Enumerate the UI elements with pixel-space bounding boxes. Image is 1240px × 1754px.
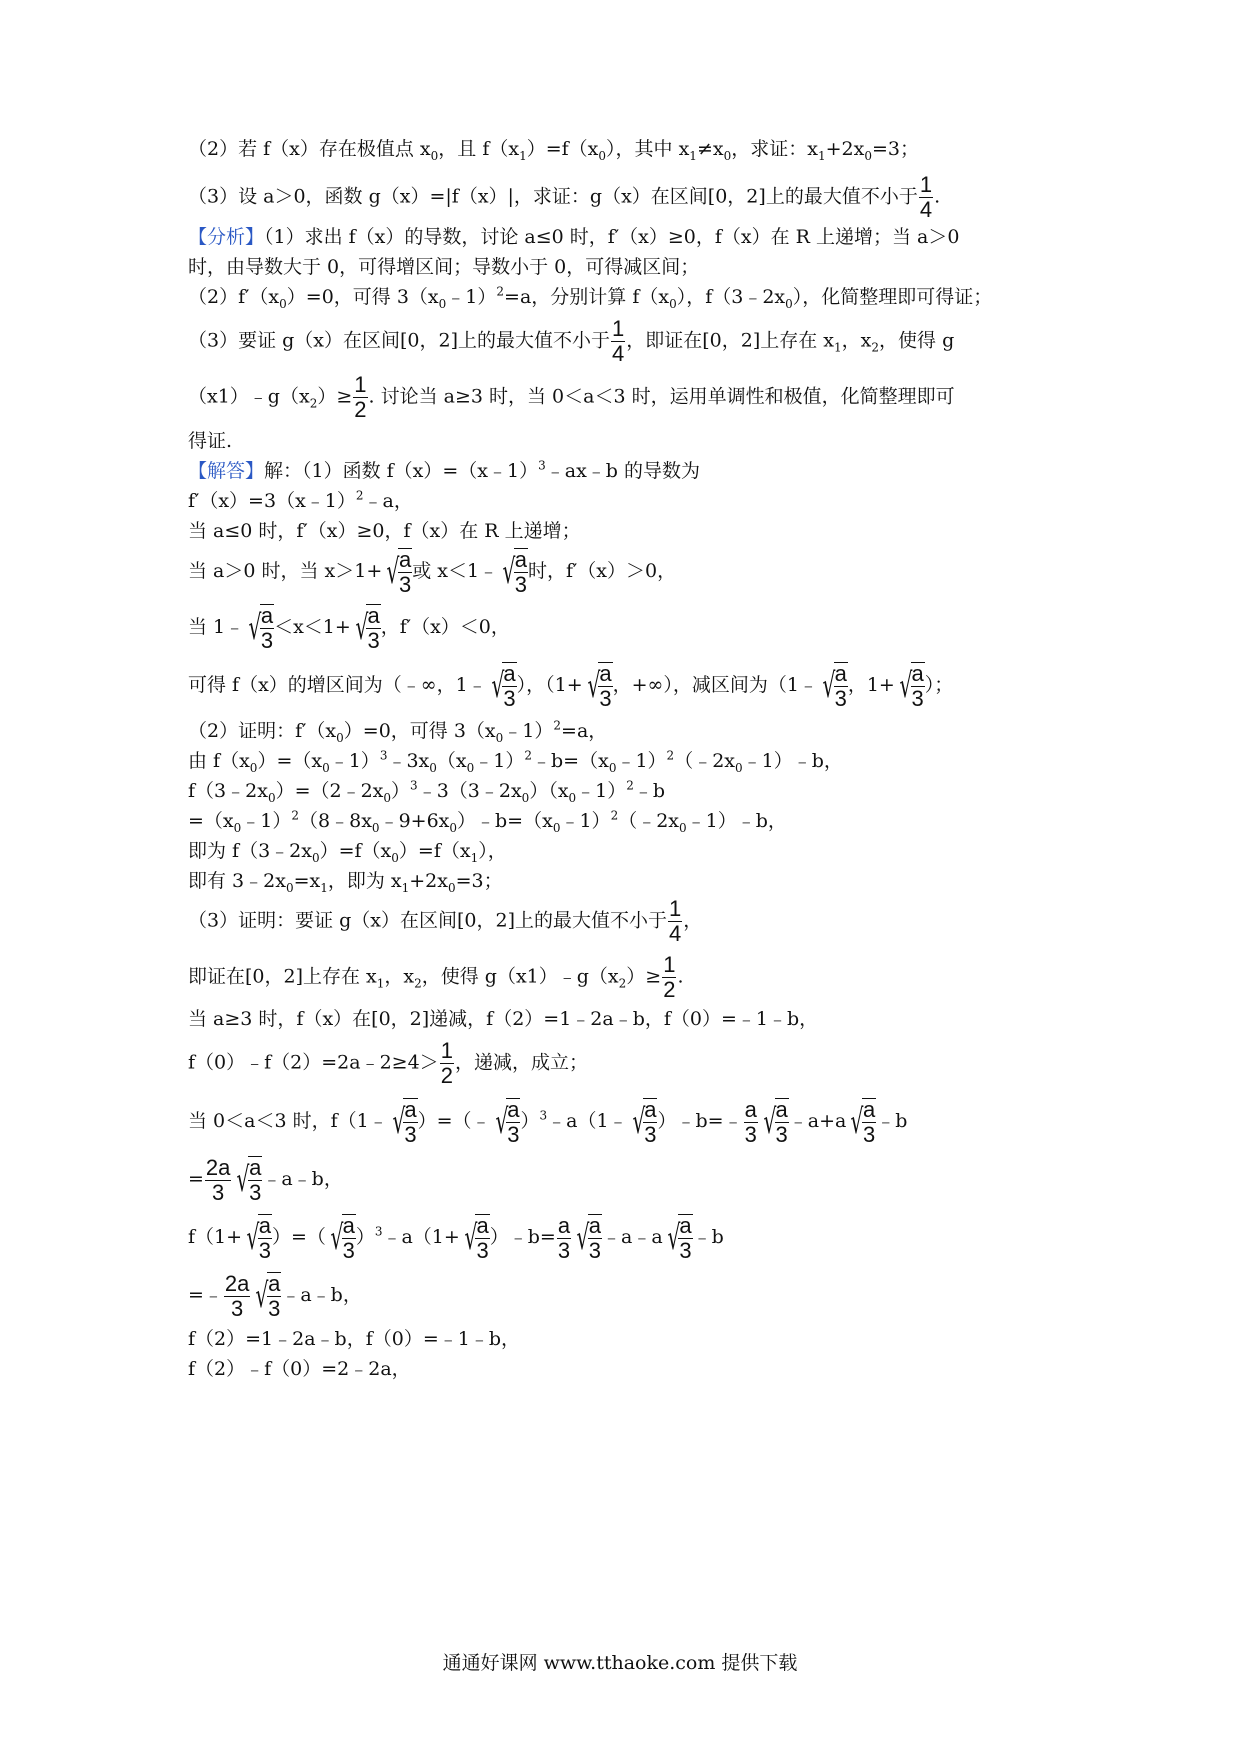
fraction: $\frac{1}{4}$	[669, 896, 682, 946]
sqrt-expression: √ $\frac{a}{3}$	[255, 1271, 281, 1321]
analysis-line-6: 得证.	[188, 430, 233, 452]
fraction: $\frac{2a}{3}$	[205, 1154, 231, 1205]
sqrt-expression: √ $\frac{a}{3}$	[586, 661, 612, 711]
sqrt-expression: √ $\frac{a}{3}$	[850, 1097, 876, 1147]
analysis-line-2: 时，由导数大于 0，可得增区间；导数小于 0，可得减区间；	[188, 256, 700, 278]
answer-line-3: 当 a≤0 时，f′（x）≥0，f（x）在 R 上递增；	[188, 520, 581, 542]
sqrt-expression: √ $\frac{a}{3}$	[899, 661, 924, 711]
sqrt-expression: √ $\frac{a}{3}$	[576, 1213, 601, 1263]
fraction: $\frac{a}{3}$	[557, 1212, 571, 1263]
analysis-line-5: $(x1)﹣g(x_2)\ge$ $\frac{1}{2}$ . 讨论当 a≥3 时，当 0＜a＜3 时，运用单调性和极值，化简整理即可	[188, 372, 955, 422]
sqrt-expression: √ $\frac{a}{3}$	[392, 1097, 417, 1147]
answer-line-21: f（2）=1﹣2a﹣b，f（0）=﹣1﹣b，	[188, 1328, 520, 1350]
fraction: $\frac{2a}{3}$	[224, 1270, 250, 1321]
analysis-line-4: （3）要证 g（x）在区间[0，2]上的最大值不小于 $\frac{1}{4}$ ，即证在[0，2]上存在 $x_1$，$x_2$，使得 g	[188, 316, 955, 366]
sqrt-expression: √ $\frac{a}{3}$	[494, 1097, 520, 1147]
sqrt-expression: √ $\frac{a}{3}$	[464, 1213, 489, 1263]
fraction: $\frac{1}{2}$	[440, 1038, 453, 1088]
sqrt-expression: √ $\frac{a}{3}$	[666, 1213, 692, 1263]
analysis-label: 【分析】	[188, 226, 265, 248]
answer-line-6: 可得 f（x）的增区间为（﹣∞，1﹣ √ $\frac{a}{3}$ ），（1+ √ $\frac{a}{3}$ ，+∞），减区间为（1﹣ √ $\frac{a}{3}$ ，1+ √ $\frac{a}{3}$ ）；	[188, 661, 954, 711]
fraction: $\frac{1}{2}$	[663, 952, 676, 1002]
answer-line-15: 当 a≥3 时，f（x）在[0，2]递减，f（2）=1﹣2a﹣b，f（0）=﹣1﹣b，	[188, 1008, 819, 1030]
sqrt-expression: √ $\frac{a}{3}$	[330, 1213, 355, 1263]
answer-line-7: （2）证明：$f'(x_0)=0$，可得 $3(x_0﹣1)^2=a$，	[188, 718, 608, 745]
fraction: $\frac{1}{2}$	[354, 372, 367, 422]
answer-line-18: = $\frac{2a}{3}$ √ $\frac{a}{3}$ ﹣a﹣b，	[188, 1154, 343, 1205]
sqrt-expression: √ $\frac{a}{3}$	[631, 1097, 657, 1147]
sqrt-expression: √ $\frac{a}{3}$	[822, 661, 847, 711]
problem-part-2: （2）若 f（x）存在极值点 $x_0$，且 $f(x_1)=f(x_0)$，其中 $x_1\ne x_0$，求证：$x_1+2x_0=3$；	[188, 138, 919, 163]
analysis-line-3: $(2)f'(x_0)=0$，可得 $3(x_0﹣1)^2=a$，分别计算 $f(x_0)$，$f(3﹣2x_0)$，化简整理即可得证；	[188, 284, 993, 311]
page-footer: 通通好课网 www.tthaoke.com 提供下载	[442, 1652, 798, 1674]
answer-line-12: 即有 $3﹣2x_0=x_1$，即为 $x_1+2x_0=3$；	[188, 870, 503, 895]
problem-part-3: （3）设 a＞0，函数 g（x）=|f（x）|，求证：g（x）在区间[0，2]上的最大值不小于 $\frac{1}{4}$ .	[188, 172, 941, 222]
answer-line-11: 即为 $f(3﹣2x_0)=f(x_0)=f(x_1)$，	[188, 840, 507, 865]
sqrt-expression: √ $\frac{a}{3}$	[246, 1213, 271, 1263]
answer-line-1: 【解答】解：（1）函数 f（x）=（x﹣1）$^3$﹣ax﹣b 的导数为	[188, 458, 701, 482]
answer-line-20: =﹣ $\frac{2a}{3}$ √ $\frac{a}{3}$ ﹣a﹣b，	[188, 1270, 362, 1321]
sqrt-expression: √ $\frac{a}{3}$	[763, 1097, 788, 1147]
fraction: $\frac{1}{4}$	[612, 316, 625, 366]
fraction: $\frac{1}{4}$	[919, 172, 933, 222]
analysis-line-1: 【分析】（1）求出 f（x）的导数，讨论 a≤0 时，f′（x）≥0，f（x）在 R 上递增；当 a＞0	[188, 226, 960, 248]
answer-line-17: 当 0＜a＜3 时，f（1﹣ √ $\frac{a}{3}$ ）=（﹣ √ $\frac{a}{3}$ ）$^3$﹣a（1﹣ √ $\frac{a}{3}$ ）﹣b=﹣ $\frac{a}{3}$ √ $\frac{a}{3}$ ﹣a+a √ $\frac{a}{3}$ ﹣b	[188, 1096, 908, 1147]
answer-line-16: f（0）﹣f（2）=2a﹣2≥4＞ $\frac{1}{2}$ ，递减，成立；	[188, 1038, 588, 1088]
answer-line-9: $f(3﹣2x_0)=(2﹣2x_0)^3﹣3(3﹣2x_0)(x_0﹣1)^2﹣b$	[188, 778, 666, 805]
sqrt-expression: √ $\frac{a}{3}$	[236, 1155, 262, 1205]
sqrt-expression: √ $\frac{a}{3}$	[386, 547, 412, 597]
answer-label: 【解答】	[188, 460, 265, 482]
sqrt-expression: √ $\frac{a}{3}$	[248, 603, 274, 653]
answer-line-2: f′（x）=3（x﹣1）$^2$﹣a，	[188, 488, 413, 512]
sqrt-expression: √ $\frac{a}{3}$	[491, 661, 516, 711]
answer-line-10: $=(x_0﹣1)^2(8﹣8x_0﹣9+6x_0)﹣b=(x_0﹣1)^2(﹣2x_0﹣1)﹣b$，	[188, 808, 787, 835]
answer-line-8: 由 $f(x_0)=(x_0﹣1)^3﹣3x_0(x_0﹣1)^2﹣b=(x_0﹣1)^2(﹣2x_0﹣1)﹣b$，	[188, 748, 843, 775]
sqrt-expression: √ $\frac{a}{3}$	[502, 547, 527, 597]
sqrt-expression: √ $\frac{a}{3}$	[355, 603, 380, 653]
answer-line-5: 当 1﹣ √ $\frac{a}{3}$ ＜x＜1+ √ $\frac{a}{3}$ ，f′（x）＜0，	[188, 603, 510, 653]
answer-line-19: f（1+ √ $\frac{a}{3}$ ）=（ √ $\frac{a}{3}$ ）$^3$﹣a（1+ √ $\frac{a}{3}$ ）﹣b= $\frac{a}{3}$ √ $\frac{a}{3}$ ﹣a﹣a √ $\frac{a}{3}$ ﹣b	[188, 1212, 724, 1263]
answer-line-4: 当 a＞0 时，当 x＞1+ √ $\frac{a}{3}$ 或 x＜1﹣ √ $\frac{a}{3}$ 时，f′（x）＞0，	[188, 547, 677, 597]
answer-line-14: 即证在[0，2]上存在 $x_1$，$x_2$，使得 $g(x1)﹣g(x_2)\ge$ $\frac{1}{2}$ .	[188, 952, 684, 1002]
fraction: $\frac{a}{3}$	[744, 1096, 757, 1147]
answer-line-13: （3）证明：要证 g（x）在区间[0，2]上的最大值不小于 $\frac{1}{4}$ ，	[188, 896, 703, 946]
answer-line-22: f（2）﹣f（0）=2﹣2a，	[188, 1358, 411, 1380]
